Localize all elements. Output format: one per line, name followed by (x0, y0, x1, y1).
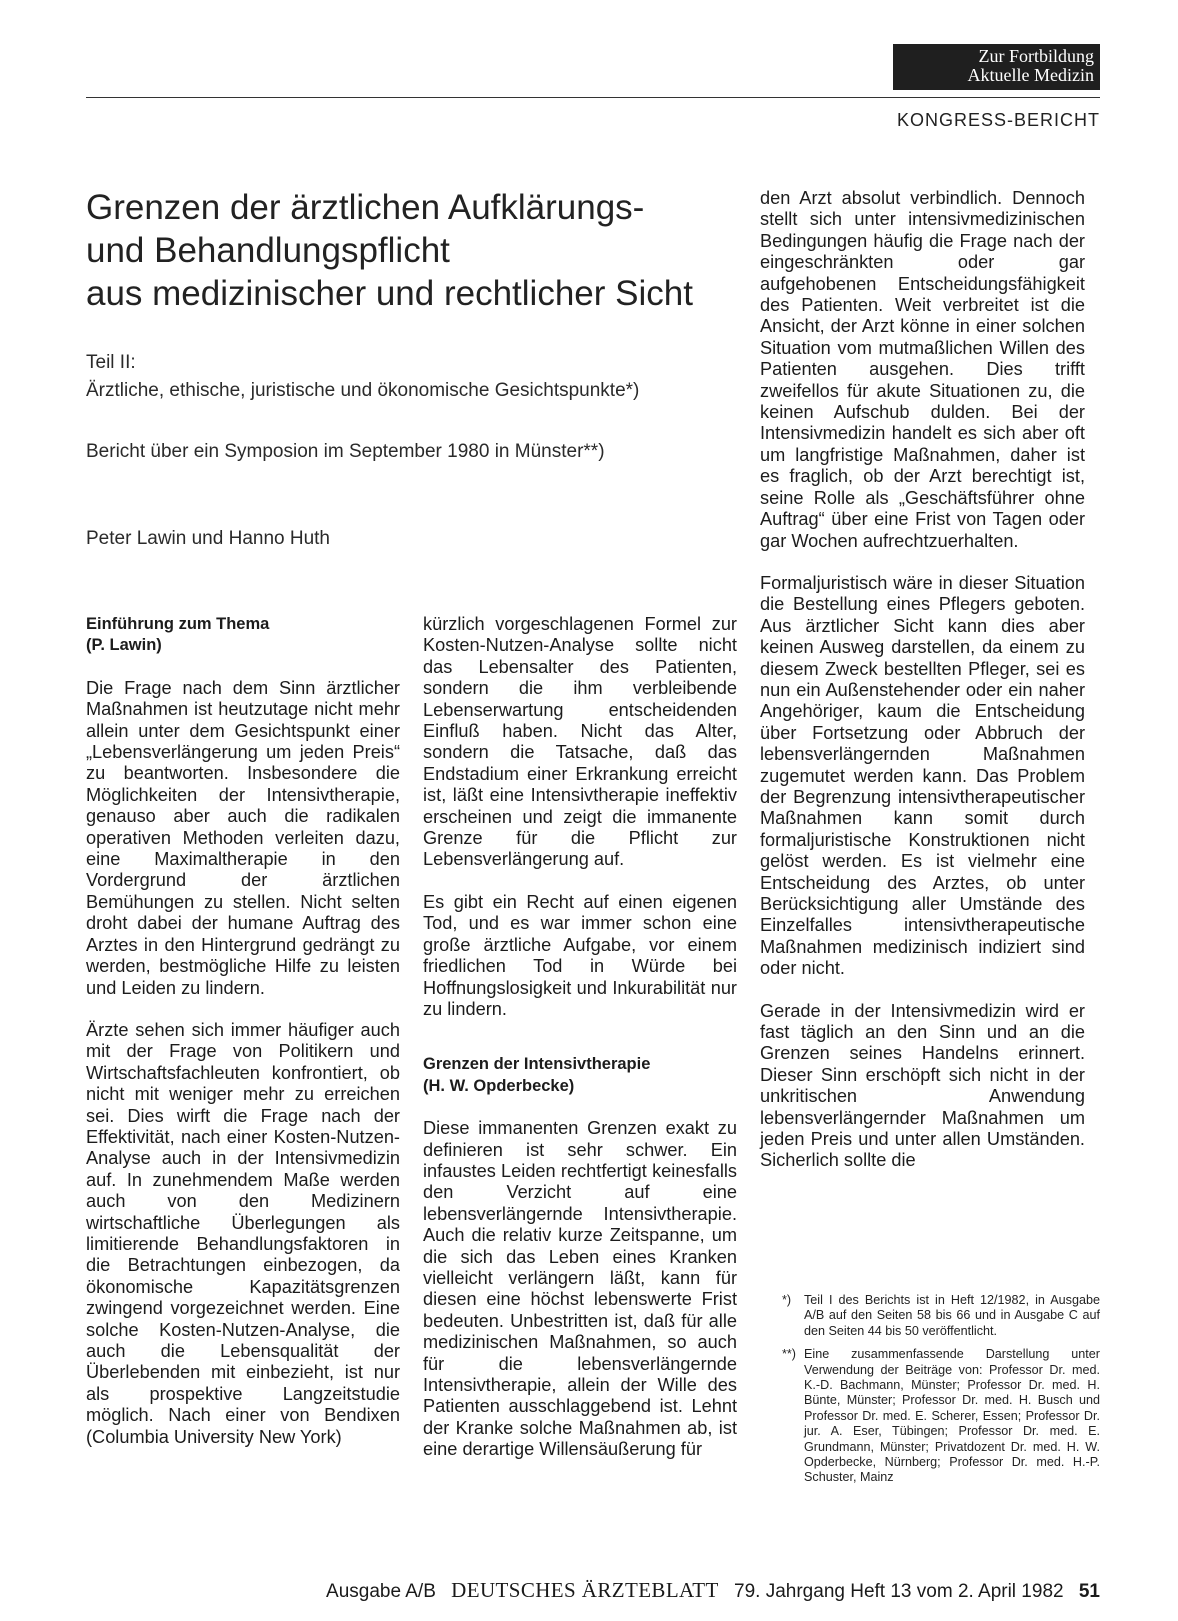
page-footer (250, 1578, 1100, 1603)
issue-info: 79. Jahrgang Heft 13 vom 2. April 1982 (734, 1581, 1064, 1602)
part-label: Teil II: (86, 352, 136, 373)
page-number: 51 (1078, 1581, 1100, 1602)
paragraph: den Arzt absolut verbindlich. Dennoch stellt sich unter intensivmedizinischen Bedingungen häufig die Frage nach der eingeschränkten oder gar aufgehobenen Entscheidungsfähigkeit des Patienten. Weit verbreitet ist die Ansicht, der Arzt könne in einer solchen Situation vom mutmaßlichen Willen des Patienten ausgehen. Dies trifft zweifellos für akute Situationen zu, die keinen Aufschub dulden. Bei der Intensivmedizin handelt es sich aber oft um langfristige Maßnahmen, daher ist es fraglich, ob der Arzt berechtigt ist, seine Rolle als „Geschäftsführer ohne Auftrag“ über eine Frist von Tagen oder gar Wochen aufrechtzuerhalten. (760, 188, 1085, 551)
journal-name: DEUTSCHES ÄRZTEBLATT (451, 1578, 719, 1602)
section-label: KONGRESS-BERICHT (896, 110, 1100, 130)
footnote (782, 1347, 1100, 1486)
rubric-badge (893, 44, 1100, 90)
paragraph: Formaljuristisch wäre in dieser Situation die Bestellung eines Pflegers geboten. Aus ärztlicher Sicht kann dies aber keinen Ausweg darstellen, da einem zu diesem Zweck bestellten Pfleger, sei es nun ein Außenstehender oder ein naher Angehöriger, kaum die Entscheidung über Fortsetzung oder Abbruch der lebensverlängernden Maßnahmen zugemutet werden kann. Das Problem der Begrenzung intensivtherapeutischer Maßnahmen kann somit durch formaljuristische Konstruktionen nicht gelöst werden. Es ist vielmehr eine Entscheidung des Arztes, ob unter Berücksichtigung aller Umstände des Einzelfalles intensivtherapeutische Maßnahmen medizinisch indiziert sind oder nicht. (760, 572, 1085, 979)
text-column-1 (86, 614, 400, 1469)
subtitle: Ärztliche, ethische, juristische und ökonomische Gesichtspunkte*) (86, 380, 640, 401)
text-column-2 (423, 614, 737, 1482)
report-line: Bericht über ein Symposion im September 1980 in Münster**) (86, 441, 605, 462)
header-rule (86, 97, 1100, 98)
footnotes (782, 1293, 1100, 1494)
edition-label: Ausgabe A/B (326, 1581, 436, 1602)
title-line-1: Grenzen der ärztlichen Aufklärungs- (86, 188, 645, 227)
section-heading-limits: Grenzen der Intensivtherapie (H. W. Opderbecke) (423, 1055, 651, 1095)
paragraph: Gerade in der Intensivmedizin wird er fast täglich an den Sinn und an die Grenzen seines Handelns erinnert. Dieser Sinn erschöpft sich nicht in der unkritischen Anwendung lebensverlängernder Maßnahmen um jeden Preis und unter allen Umständen. Sicherlich sollte die (760, 1000, 1085, 1171)
article-title (86, 186, 766, 315)
footnote-text: Teil I des Berichts ist in Heft 12/1982, in Ausgabe A/B auf den Seiten 58 bis 66 und in Ausgabe C auf den Seiten 44 bis 50 veröffentlicht. (804, 1293, 1100, 1338)
footnote (782, 1293, 1100, 1339)
authors: Peter Lawin und Hanno Huth (86, 528, 330, 549)
section-heading-introduction: Einführung zum Thema (P. Lawin) (86, 615, 270, 655)
footnote-mark: *) (782, 1293, 792, 1307)
paragraph: kürzlich vorgeschlagenen Formel zur Kosten-Nutzen-Analyse sollte nicht das Lebensalter des Patienten, sondern die ihm verbleibende Lebenserwartung entscheidenden Einfluß haben. Nicht das Alter, sondern die Tatsache, daß das Endstadium einer Erkrankung erreicht ist, läßt eine Intensivtherapie ineffektiv erscheinen und zeigt die immanente Grenze für die Pflicht zur Lebensverlängerung auf. (423, 614, 737, 870)
paragraph: Diese immanenten Grenzen exakt zu definieren ist sehr schwer. Ein infaustes Leiden rechtfertigt keinesfalls den Verzicht auf eine lebensverlängernde Intensivtherapie. Auch die relativ kurze Zeitspanne, um die sich das Leben eines Kranken vielleicht verlängern läßt, kann für diesen eine höchst lebenswerte Frist bedeuten. Unbestritten ist, daß für alle medizinischen Maßnahmen, so auch für die lebensverlängernde Intensivtherapie, allein der Wille des Patienten ausschlaggebend ist. Lehnt der Kranke solche Maßnahmen ab, ist eine derartige Willensäußerung für (423, 1118, 737, 1460)
footnote-mark: **) (782, 1347, 796, 1362)
title-line-2: und Behandlungspflicht (86, 231, 450, 270)
paragraph: Es gibt ein Recht auf einen eigenen Tod, und es war immer schon eine große ärztliche Aufgabe, vor einem friedlichen Tod in Würde bei Hoffnungslosigkeit und Inkurabilität nur zu lindern. (423, 891, 737, 1019)
text-column-3 (760, 188, 1085, 1193)
footnote-text: Eine zusammenfassende Darstellung unter Verwendung der Beiträge von: Professor Dr. med. K.-D. Bachmann, Münster; Professor Dr. med. H. Bünte, Münster; Professor Dr. med. H. Busch und Professor Dr. med. E. Scherer, Essen; Professor Dr. jur. A. Eser, Tübingen; Professor Dr. med. E. Grundmann, Münster; Privatdozent Dr. med. H. W. Opderbecke, Nürnberg; Professor Dr. med. H.-P. Schuster, Mainz (804, 1347, 1100, 1485)
paragraph: Ärzte sehen sich immer häufiger auch mit der Frage von Politikern und Wirtschaftsfachleuten konfrontiert, ob nicht mit weniger mehr zu erreichen sei. Dies wirft die Frage nach der Effektivität, nach einer Kosten-Nutzen-Analyse auch in der Intensivmedizin auf. In zunehmendem Maße werden auch von den Medizinern wirtschaftliche Überlegungen als limitierende Behandlungsfaktoren in die Betrachtungen einbezogen, da ökonomische Kapazitätsgrenzen zwingend vorgezeichnet werden. Eine solche Kosten-Nutzen-Analyse, die auch die Lebensqualität der Überlebenden mit einbezieht, ist nur als prospektive Langzeitstudie möglich. Nach einer von Bendixen (Columbia University New York) (86, 1019, 400, 1447)
title-line-3: aus medizinischer und rechtlicher Sicht (86, 274, 693, 313)
badge-line-1: Zur Fortbildung (978, 46, 1094, 66)
paragraph: Die Frage nach dem Sinn ärztlicher Maßnahmen ist heutzutage nicht mehr allein unter dem Gesichtspunkt einer „Lebensverlängerung um jeden Preis“ zu beantworten. Insbesondere die Möglichkeiten der Intensivtherapie, genauso aber auch die radikalen operativen Methoden verleiten dazu, eine Maximaltherapie in den Vordergrund der ärztlichen Bemühungen zu stellen. Nicht selten droht dabei der humane Auftrag des Arztes in den Hintergrund gedrängt zu werden, bestmögliche Hilfe zu leisten und Leiden zu lindern. (86, 677, 400, 998)
badge-line-2: Aktuelle Medizin (967, 65, 1094, 85)
